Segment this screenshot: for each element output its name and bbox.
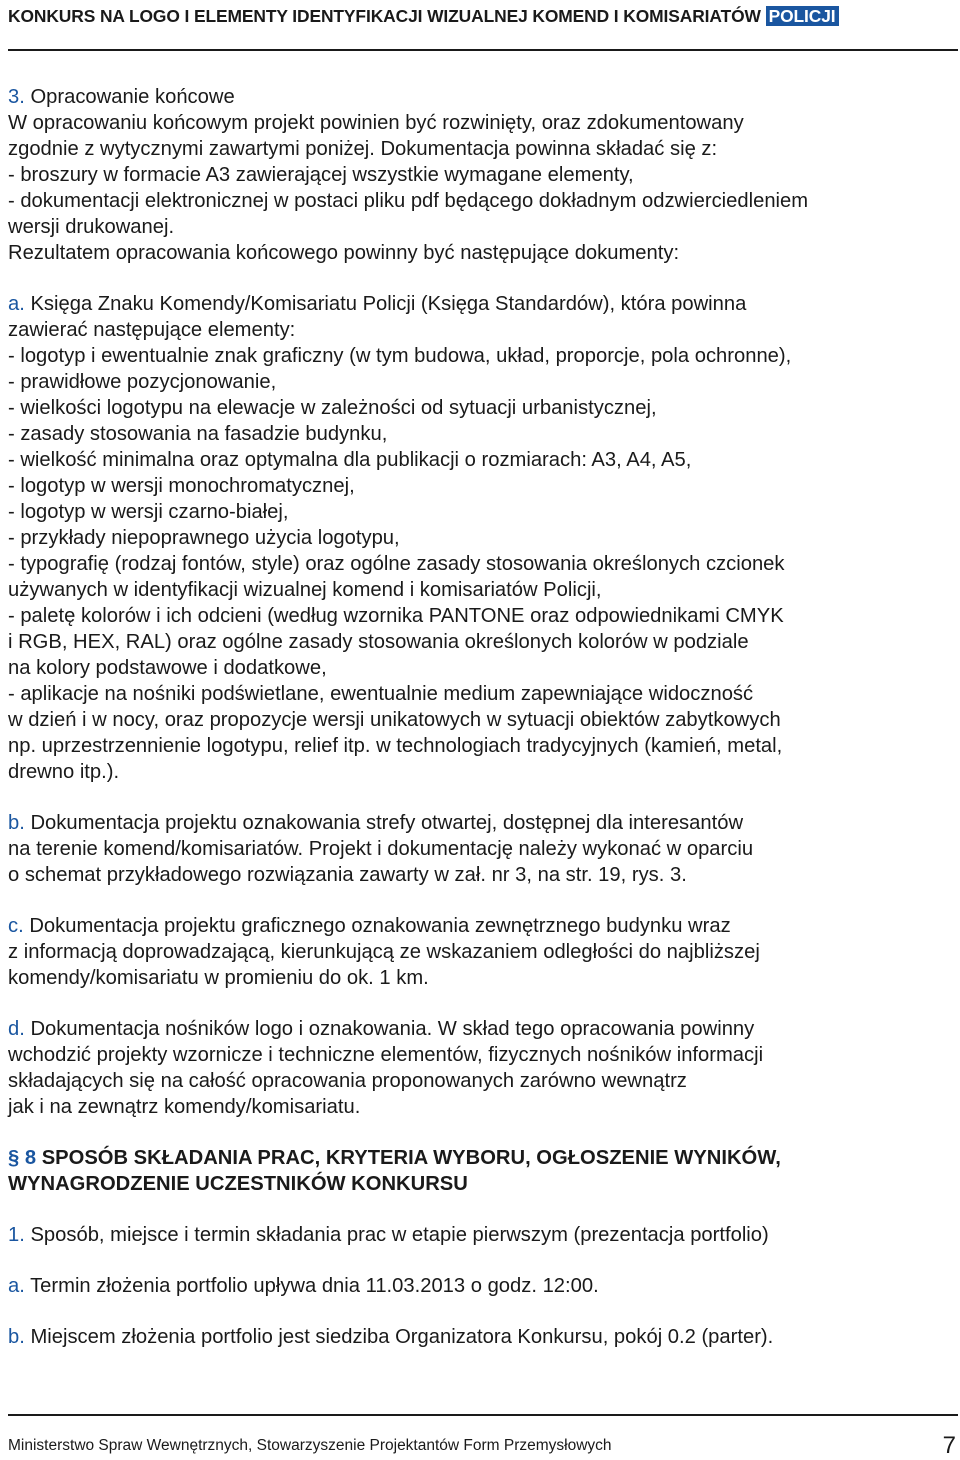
page-number: 7 xyxy=(942,1432,956,1459)
item-c xyxy=(8,913,958,991)
item-a-marker: a. xyxy=(8,293,25,315)
item-d-marker: d. xyxy=(8,1018,25,1040)
item-b-marker: b. xyxy=(8,812,25,834)
header-rule xyxy=(8,49,958,51)
final-heading-text: Opracowanie końcowe xyxy=(30,86,235,108)
item-d-text: Dokumentacja nośników logo i oznakowania. W skład tego opracowania powinny wchodzić projekty wzornicze i techniczne elementów, fizycznych nośników informacji składających się na całość opracowania proponowanych zarówno wewnątrz jak i na zewnątrz komendy/komisariatu. xyxy=(8,1018,764,1118)
chapter-number: 8 xyxy=(24,1147,37,1169)
point-1b-marker: b. xyxy=(8,1326,25,1348)
final-heading xyxy=(8,84,958,110)
point-1b-text: Miejscem złożenia portfolio jest siedziba Organizatora Konkursu, pokój 0.2 (parter). xyxy=(30,1326,774,1348)
chapter-title: SPOSÓB SKŁADANIA PRAC, KRYTERIA WYBORU, OGŁOSZENIE WYNIKÓW, WYNAGRODZENIE UCZESTNIKÓW KONKURSU xyxy=(8,1147,781,1195)
item-c-marker: c. xyxy=(8,915,24,937)
point-1a-marker: a. xyxy=(8,1275,25,1297)
item-a xyxy=(8,291,958,785)
footer-text: Ministerstwo Spraw Wewnętrznych, Stowarzyszenie Projektantów Form Przemysłowych xyxy=(8,1437,612,1454)
footer-rule xyxy=(8,1414,958,1416)
point-1a-text: Termin złożenia portfolio upływa dnia 11.03.2013 o godz. 12:00. xyxy=(30,1275,599,1297)
document-header xyxy=(8,5,958,27)
item-b xyxy=(8,810,958,888)
point-1b xyxy=(8,1324,958,1350)
paragraph-symbol: § xyxy=(8,1147,20,1169)
point-1-text: Sposób, miejsce i termin składania prac w etapie pierwszym (prezentacja portfolio) xyxy=(30,1224,769,1246)
point-1-marker: 1. xyxy=(8,1224,25,1246)
point-1 xyxy=(8,1222,958,1248)
header-highlight: POLICJI xyxy=(766,6,839,26)
item-c-text: Dokumentacja projektu graficznego oznakowania zewnętrznego budynku wraz z informacją doprowadzającą, kierunkującą ze wskazaniem odległości do najbliższej komendy/komisariatu w promieniu do ok. 1 km. xyxy=(8,915,760,989)
chapter-8-heading xyxy=(8,1145,958,1197)
item-d xyxy=(8,1016,958,1120)
document-body xyxy=(8,84,958,1350)
final-marker: 3. xyxy=(8,86,25,108)
final-body: W opracowaniu końcowym projekt powinien być rozwinięty, oraz zdokumentowany zgodnie z wytycznymi zawartymi poniżej. Dokumentacja powinna składać się z: - broszury w formacie A3 zawierającej wszystkie wymagane elementy, - dokumentacji elektronicznej w postaci pliku pdf będącego dokładnym odzwierciedleniem wersji drukowanej. Rezultatem opracowania końcowego powinny być następujące dokumenty: xyxy=(8,112,809,264)
point-1a xyxy=(8,1273,958,1299)
header-title: KONKURS NA LOGO I ELEMENTY IDENTYFIKACJI WIZUALNEJ KOMEND I KOMISARIATÓW xyxy=(8,6,761,26)
item-b-text: Dokumentacja projektu oznakowania strefy otwartej, dostępnej dla interesantów na terenie komend/komisariatów. Projekt i dokumentację należy wykonać w oparciu o schemat przykładowego rozwiązania zawarty w zał. nr 3, na str. 19, rys. 3. xyxy=(8,812,754,886)
item-a-text: Księga Znaku Komendy/Komisariatu Policji (Księga Standardów), która powinna zawierać następujące elementy: - logotyp i ewentualnie znak graficzny (w tym budowa, układ, proporcje, pola ochronne), - prawidłowe pozycjonowanie, - wielkości logotypu na elewacje w zależności od sytuacji urbanistycznej, - zasady stosowania na fasadzie budynku, - wielkość minimalna oraz optymalna dla publikacji o rozmiarach: A3, A4, A5, - logotyp w wersji monochromatycznej, - logotyp w wersji czarno-białej, - przykłady niepoprawnego użycia logotypu, - typografię (rodzaj fontów, style) oraz ogólne zasady stosowania określonych czcionek używanych w identyfikacji wizualnej komend i komisariatów Policji, - paletę kolorów i ich odcieni (według wzornika PANTONE oraz odpowiednikami CMYK i RGB, HEX, RAL) oraz ogólne zasady stosowania określonych kolorów w podziale na kolory podstawowe i dodatkowe, - aplikacje na nośniki podświetlane, ewentualnie medium zapewniające widoczność w dzień i w nocy, oraz propozycje wersji unikatowych w sytuacji obiektów zabytkowych np. uprzestrzennienie logotypu, relief itp. w technologiach tradycyjnych (kamień, metal, drewno itp.). xyxy=(8,293,792,783)
